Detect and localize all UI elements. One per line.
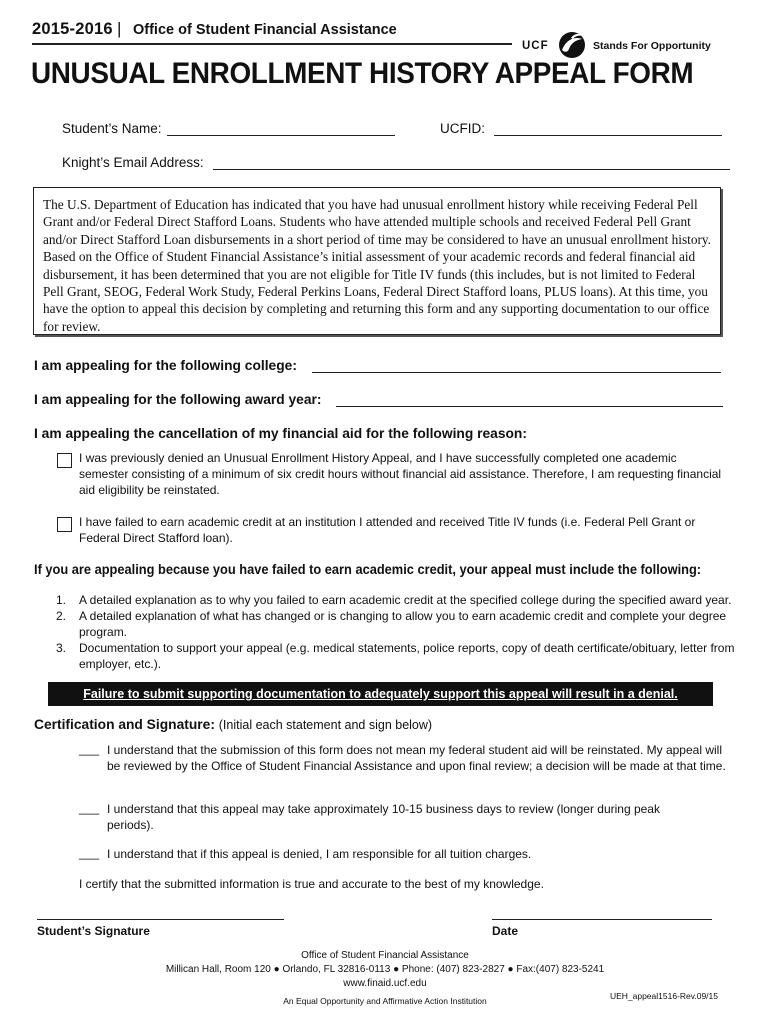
requirement-text-2: A detailed explanation of what has changed or is changing to allow you to earn academic credit and complete your degree program. <box>79 609 727 639</box>
notice-box: The U.S. Department of Education has indicated that you have had unusual enrollment history while receiving Federal Pell Grant and/or Federal Direct Stafford Loans. Students who have attended multiple schools and received Federal Pell Grant and/or Direct Stafford Loan disbursements in a short period of time may be considered to have an unusual enrollment history. Based on the Office of Student Financial Assistance’s initial assessment of your academic records and federal financial aid disbursement, it has been determined that you are not eligible for Title IV funds (this includes, but is not limited to Federal Pell Grant, SEOG, Federal Work Study, Federal Perkins Loans, Federal Direct Stafford loans, PLUS loans). At this time, you have the option to appeal this decision by completing and returning this form and any supporting documentation to our office for review. <box>33 187 721 335</box>
requirements-heading: If you are appealing because you have failed to earn academic credit, your appeal must include the following: <box>34 562 702 577</box>
footer-eeo: An Equal Opportunity and Affirmative Action Institution <box>283 996 487 1006</box>
page-title: UNUSUAL ENROLLMENT HISTORY APPEAL FORM <box>31 57 694 90</box>
ucfid-field[interactable] <box>494 135 722 136</box>
initial-blank-1[interactable]: ___ <box>79 742 100 756</box>
certify-statement: I certify that the submitted information is true and accurate to the best of my knowledge. <box>79 877 544 891</box>
certification-statement-3: I understand that if this appeal is denied, I am responsible for all tuition charges. <box>107 847 532 861</box>
initial-blank-2[interactable]: ___ <box>79 801 100 815</box>
reason-text-2: I have failed to earn academic credit at an institution I attended and received Title IV funds (i.e. Federal Pell Grant or Federal Direct Stafford loan). <box>79 515 696 545</box>
certification-heading: Certification and Signature: <box>34 717 215 732</box>
tagline: Stands For Opportunity <box>593 40 711 52</box>
college-field[interactable] <box>312 372 721 373</box>
requirement-text-3: Documentation to support your appeal (e.g. medical statements, police reports, copy of death certificate/obituary, letter from employer, etc.). <box>79 641 735 671</box>
requirement-number-1: 1. <box>56 593 67 607</box>
award-year-field[interactable] <box>336 406 723 407</box>
reason-checkbox-2[interactable] <box>57 517 72 532</box>
footer-website: www.finaid.ucf.edu <box>343 978 427 989</box>
header-separator: | <box>117 19 122 38</box>
award-year: 2015-2016 <box>32 20 113 38</box>
denial-warning-banner: Failure to submit supporting documentation to adequately support this appeal will result in a denial. <box>48 682 713 706</box>
student-signature-field[interactable] <box>37 919 284 920</box>
form-code: UEH_appeal1516-Rev.09/15 <box>609 991 718 1001</box>
requirement-text-1: A detailed explanation as to why you failed to earn academic credit at the specified college during the specified award year. <box>79 593 732 607</box>
email-field[interactable] <box>213 169 730 170</box>
footer-address: Millican Hall, Room 120 ● Orlando, FL 32816-0113 ● Phone: (407) 823-2827 ● Fax:(407) 823-5241 <box>165 964 605 975</box>
ucf-logo-text: UCF <box>522 40 549 52</box>
college-label: I am appealing for the following college: <box>34 358 297 373</box>
certification-statement-2: I understand that this appeal may take approximately 10-15 business days to review (longer during peak periods). <box>107 802 660 832</box>
student-name-label: Student’s Name: <box>62 121 162 136</box>
certification-header <box>34 717 432 732</box>
student-name-field[interactable] <box>167 135 395 136</box>
certification-statement-1: I understand that the submission of this form does not mean my federal student aid will be reinstated. My appeal will be reviewed by the Office of Student Financial Assistance and upon final review; a decision will be made at that time. <box>107 743 726 773</box>
reason-text-1: I was previously denied an Unusual Enrollment History Appeal, and I have successfully completed one academic semester consisting of a minimum of six credit hours without financial aid assistance. Therefore, I am requesting financial aid eligibility be reinstated. <box>79 451 722 497</box>
email-label: Knight’s Email Address: <box>62 155 204 170</box>
ucfid-label: UCFID: <box>440 121 485 136</box>
header-rule <box>32 43 512 45</box>
pegasus-logo-icon <box>556 30 588 60</box>
office-name: Office of Student Financial Assistance <box>133 22 397 38</box>
requirement-number-3: 3. <box>56 641 67 655</box>
requirement-number-2: 2. <box>56 609 67 623</box>
certification-instruction: (Initial each statement and sign below) <box>218 718 433 732</box>
footer-office: Office of Student Financial Assistance <box>301 950 469 961</box>
date-field[interactable] <box>492 919 712 920</box>
reason-checkbox-1[interactable] <box>57 453 72 468</box>
reason-heading: I am appealing the cancellation of my financial aid for the following reason: <box>34 426 527 441</box>
student-signature-label: Student’s Signature <box>37 924 150 938</box>
date-label: Date <box>492 924 519 938</box>
initial-blank-3[interactable]: ___ <box>79 846 100 860</box>
award-year-label: I am appealing for the following award year: <box>34 392 322 407</box>
